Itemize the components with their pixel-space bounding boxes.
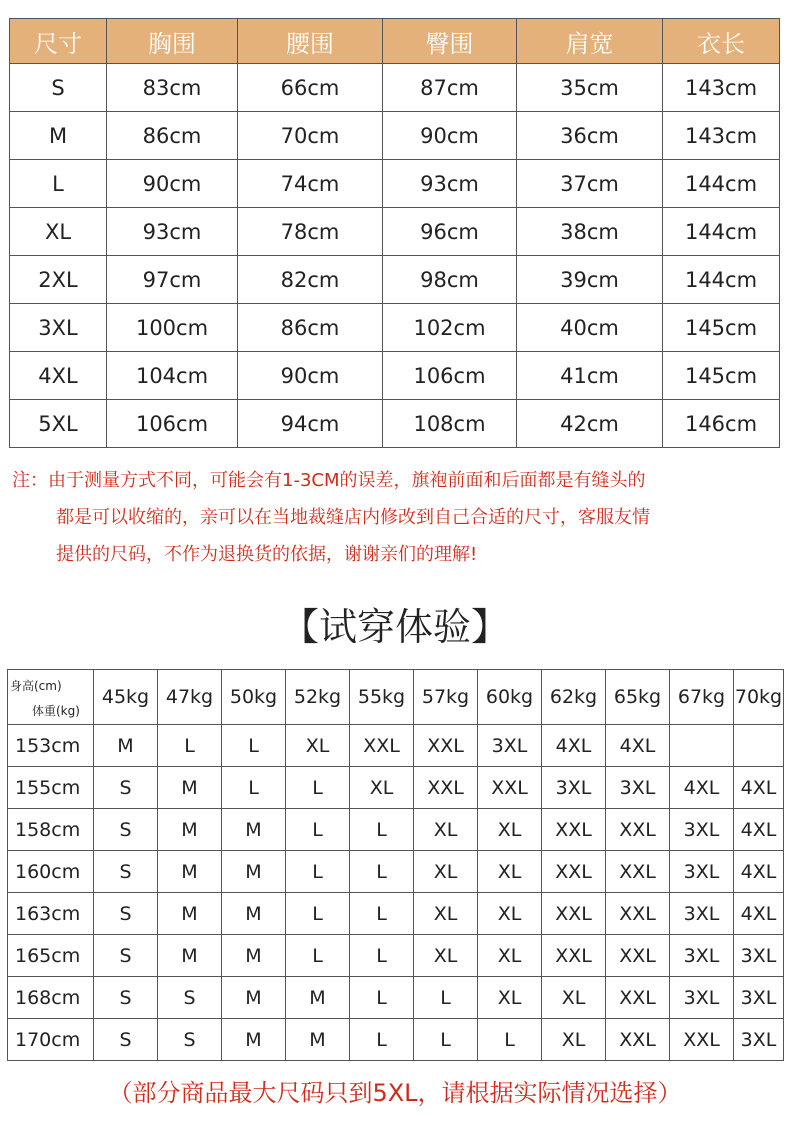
recommended-size-cell: 3XL [478, 725, 542, 767]
measurement-cell: 100cm [107, 304, 238, 352]
recommended-size-cell: L [414, 977, 478, 1019]
header-waist: 腰围 [238, 19, 383, 64]
recommended-size-cell: 4XL [734, 809, 784, 851]
recommended-size-cell: S [94, 809, 158, 851]
height-cell: 155cm [8, 767, 94, 809]
recommended-size-cell: 3XL [734, 1019, 784, 1061]
weight-header-cell: 52kg [286, 670, 350, 725]
recommended-size-cell: XXL [606, 809, 670, 851]
measurement-cell: 146cm [663, 400, 780, 448]
size-label-cell: 4XL [10, 352, 107, 400]
height-cell: 160cm [8, 851, 94, 893]
trial-corner-cell [8, 670, 94, 725]
recommended-size-cell: 3XL [734, 935, 784, 977]
recommended-size-cell: L [286, 851, 350, 893]
measurement-note [12, 462, 782, 573]
trial-fit-table [7, 669, 784, 1061]
note-line-2: 都是可以收缩的，亲可以在当地裁缝店内修改到自己合适的尺寸，客服友情 [56, 507, 650, 528]
weight-header-cell: 55kg [350, 670, 414, 725]
weight-header-cell: 70kg [734, 670, 784, 725]
size-label-cell: 5XL [10, 400, 107, 448]
weight-header-cell: 67kg [670, 670, 734, 725]
recommended-size-cell: L [478, 1019, 542, 1061]
size-row [10, 304, 780, 352]
measurement-cell: 143cm [663, 112, 780, 160]
recommended-size-cell [670, 725, 734, 767]
recommended-size-cell: XXL [350, 725, 414, 767]
trial-row [8, 893, 784, 935]
recommended-size-cell: 4XL [542, 725, 606, 767]
trial-header-row [8, 670, 784, 725]
recommended-size-cell: XXL [606, 977, 670, 1019]
recommended-size-cell: L [350, 977, 414, 1019]
recommended-size-cell: XL [478, 977, 542, 1019]
height-cell: 165cm [8, 935, 94, 977]
size-row [10, 352, 780, 400]
trial-row [8, 809, 784, 851]
recommended-size-cell: 3XL [670, 893, 734, 935]
recommended-size-cell: XXL [414, 725, 478, 767]
recommended-size-cell: 4XL [734, 767, 784, 809]
recommended-size-cell: L [350, 1019, 414, 1061]
header-shoulder: 肩宽 [517, 19, 663, 64]
recommended-size-cell: S [94, 767, 158, 809]
weight-header-cell: 47kg [158, 670, 222, 725]
measurement-cell: 144cm [663, 256, 780, 304]
measurement-cell: 102cm [383, 304, 517, 352]
size-label-cell: S [10, 64, 107, 112]
recommended-size-cell: M [222, 893, 286, 935]
recommended-size-cell: XL [542, 977, 606, 1019]
recommended-size-cell: XXL [670, 1019, 734, 1061]
recommended-size-cell: XL [478, 851, 542, 893]
size-row [10, 64, 780, 112]
size-label-cell: XL [10, 208, 107, 256]
measurement-cell: 36cm [517, 112, 663, 160]
size-label-cell: 2XL [10, 256, 107, 304]
recommended-size-cell: L [158, 725, 222, 767]
measurement-cell: 93cm [383, 160, 517, 208]
corner-height-label: 身高(cm) [10, 679, 62, 693]
recommended-size-cell: L [286, 767, 350, 809]
weight-header-cell: 57kg [414, 670, 478, 725]
size-row [10, 208, 780, 256]
recommended-size-cell: 3XL [670, 809, 734, 851]
recommended-size-cell: L [350, 935, 414, 977]
measurement-cell: 96cm [383, 208, 517, 256]
size-label-cell: 3XL [10, 304, 107, 352]
recommended-size-cell: XXL [542, 809, 606, 851]
recommended-size-cell: S [94, 935, 158, 977]
header-chest: 胸围 [107, 19, 238, 64]
recommended-size-cell: XXL [606, 935, 670, 977]
recommended-size-cell: 3XL [734, 977, 784, 1019]
recommended-size-cell: L [286, 935, 350, 977]
header-hip: 臀围 [383, 19, 517, 64]
note-line-1: 注：由于测量方式不同，可能会有1-3CM的误差，旗袍前面和后面都是有缝头的 [12, 470, 646, 491]
measurement-cell: 40cm [517, 304, 663, 352]
recommended-size-cell: M [158, 851, 222, 893]
recommended-size-cell: XL [414, 893, 478, 935]
height-cell: 158cm [8, 809, 94, 851]
recommended-size-cell [734, 725, 784, 767]
height-cell: 153cm [8, 725, 94, 767]
measurement-cell: 104cm [107, 352, 238, 400]
recommended-size-cell: L [414, 1019, 478, 1061]
measurement-cell: 98cm [383, 256, 517, 304]
recommended-size-cell: S [94, 1019, 158, 1061]
recommended-size-cell: 4XL [606, 725, 670, 767]
recommended-size-cell: S [94, 851, 158, 893]
recommended-size-cell: XL [478, 893, 542, 935]
recommended-size-cell: XL [478, 935, 542, 977]
height-cell: 168cm [8, 977, 94, 1019]
trial-row [8, 725, 784, 767]
recommended-size-cell: M [94, 725, 158, 767]
recommended-size-cell: 3XL [542, 767, 606, 809]
note-line-3: 提供的尺码，不作为退换货的依据，谢谢亲们的理解! [56, 544, 478, 565]
recommended-size-cell: M [158, 935, 222, 977]
measurement-cell: 106cm [383, 352, 517, 400]
measurement-cell: 143cm [663, 64, 780, 112]
recommended-size-cell: M [222, 809, 286, 851]
recommended-size-cell: XL [414, 809, 478, 851]
measurement-cell: 35cm [517, 64, 663, 112]
measurement-cell: 106cm [107, 400, 238, 448]
trial-row [8, 1019, 784, 1061]
measurement-cell: 41cm [517, 352, 663, 400]
corner-weight-label: 体重(kg) [32, 704, 80, 718]
recommended-size-cell: XL [542, 1019, 606, 1061]
measurement-cell: 38cm [517, 208, 663, 256]
measurement-cell: 108cm [383, 400, 517, 448]
weight-header-cell: 45kg [94, 670, 158, 725]
recommended-size-cell: S [94, 893, 158, 935]
size-label-cell: M [10, 112, 107, 160]
recommended-size-cell: XXL [606, 851, 670, 893]
recommended-size-cell: S [94, 977, 158, 1019]
recommended-size-cell: XL [414, 935, 478, 977]
trial-row [8, 767, 784, 809]
measurement-cell: 90cm [238, 352, 383, 400]
recommended-size-cell: XL [350, 767, 414, 809]
recommended-size-cell: L [222, 767, 286, 809]
recommended-size-cell: S [158, 1019, 222, 1061]
recommended-size-cell: M [222, 851, 286, 893]
size-row [10, 400, 780, 448]
size-label-cell: L [10, 160, 107, 208]
recommended-size-cell: M [222, 935, 286, 977]
measurement-cell: 78cm [238, 208, 383, 256]
measurement-cell: 97cm [107, 256, 238, 304]
recommended-size-cell: 3XL [670, 977, 734, 1019]
measurement-cell: 144cm [663, 208, 780, 256]
measurement-cell: 70cm [238, 112, 383, 160]
measurement-cell: 144cm [663, 160, 780, 208]
size-row [10, 160, 780, 208]
recommended-size-cell: L [350, 851, 414, 893]
size-row [10, 256, 780, 304]
recommended-size-cell: M [222, 1019, 286, 1061]
recommended-size-cell: M [286, 1019, 350, 1061]
recommended-size-cell: M [158, 809, 222, 851]
measurement-cell: 86cm [107, 112, 238, 160]
recommended-size-cell: L [350, 893, 414, 935]
footer-note: （部分商品最大尺码只到5XL，请根据实际情况选择） [108, 1079, 682, 1107]
measurement-cell: 42cm [517, 400, 663, 448]
weight-header-cell: 65kg [606, 670, 670, 725]
measurement-cell: 37cm [517, 160, 663, 208]
recommended-size-cell: M [222, 977, 286, 1019]
recommended-size-cell: XL [478, 809, 542, 851]
recommended-size-cell: XXL [606, 893, 670, 935]
recommended-size-cell: XXL [542, 851, 606, 893]
header-length: 衣长 [663, 19, 780, 64]
recommended-size-cell: 3XL [606, 767, 670, 809]
recommended-size-cell: XL [286, 725, 350, 767]
recommended-size-cell: L [286, 893, 350, 935]
measurement-cell: 86cm [238, 304, 383, 352]
weight-header-cell: 60kg [478, 670, 542, 725]
height-cell: 170cm [8, 1019, 94, 1061]
size-chart-header-row [10, 19, 780, 64]
measurement-cell: 66cm [238, 64, 383, 112]
trial-row [8, 935, 784, 977]
size-row [10, 112, 780, 160]
recommended-size-cell: L [286, 809, 350, 851]
measurement-cell: 39cm [517, 256, 663, 304]
trial-row [8, 977, 784, 1019]
recommended-size-cell: S [158, 977, 222, 1019]
measurement-cell: 90cm [383, 112, 517, 160]
recommended-size-cell: M [286, 977, 350, 1019]
measurement-cell: 82cm [238, 256, 383, 304]
measurement-cell: 87cm [383, 64, 517, 112]
recommended-size-cell: XXL [542, 935, 606, 977]
size-chart-table [9, 18, 780, 448]
recommended-size-cell: 4XL [734, 851, 784, 893]
recommended-size-cell: XXL [478, 767, 542, 809]
recommended-size-cell: 4XL [670, 767, 734, 809]
weight-header-cell: 62kg [542, 670, 606, 725]
recommended-size-cell: 3XL [670, 851, 734, 893]
recommended-size-cell: L [222, 725, 286, 767]
trial-section-title: 【试穿体验】 [280, 605, 509, 649]
recommended-size-cell: 3XL [670, 935, 734, 977]
measurement-cell: 145cm [663, 304, 780, 352]
recommended-size-cell: L [350, 809, 414, 851]
measurement-cell: 94cm [238, 400, 383, 448]
recommended-size-cell: XXL [606, 1019, 670, 1061]
header-size: 尺寸 [10, 19, 107, 64]
measurement-cell: 74cm [238, 160, 383, 208]
weight-header-cell: 50kg [222, 670, 286, 725]
recommended-size-cell: XXL [414, 767, 478, 809]
recommended-size-cell: M [158, 893, 222, 935]
measurement-cell: 145cm [663, 352, 780, 400]
recommended-size-cell: M [158, 767, 222, 809]
measurement-cell: 90cm [107, 160, 238, 208]
trial-row [8, 851, 784, 893]
recommended-size-cell: XXL [542, 893, 606, 935]
recommended-size-cell: XL [414, 851, 478, 893]
measurement-cell: 83cm [107, 64, 238, 112]
recommended-size-cell: 4XL [734, 893, 784, 935]
height-cell: 163cm [8, 893, 94, 935]
measurement-cell: 93cm [107, 208, 238, 256]
